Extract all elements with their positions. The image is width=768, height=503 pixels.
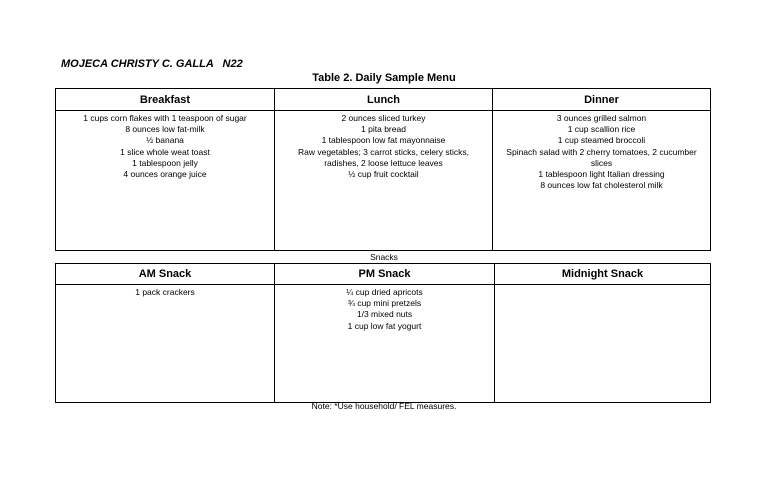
dinner-item: 1 cup steamed broccoli: [557, 135, 646, 146]
meals-body-row: [56, 111, 711, 251]
breakfast-item: 4 ounces orange juice: [123, 169, 207, 180]
breakfast-item: ½ banana: [146, 135, 184, 146]
snacks-body-row: [56, 285, 711, 403]
lunch-item: radishes, 2 loose lettuce leaves: [324, 157, 443, 168]
table-title: Table 2. Daily Sample Menu: [312, 72, 456, 84]
dinner-header: Dinner: [493, 89, 711, 111]
lunch-item: 2 ounces sliced turkey: [341, 113, 426, 123]
midnight-snack-cell: [495, 285, 711, 403]
dinner-item: slices: [590, 157, 613, 168]
am-snack-item: 1 pack crackers: [135, 287, 195, 297]
dinner-item: 1 cup scallion rice: [567, 124, 636, 135]
breakfast-item: 1 slice whole weat toast: [120, 146, 210, 157]
am-snack-header: AM Snack: [56, 264, 275, 285]
snacks-header-row: [56, 264, 711, 285]
dinner-item: 3 ounces grilled salmon: [556, 113, 647, 123]
pm-snack-item: 1/3 mixed nuts: [356, 309, 413, 320]
breakfast-item: 8 ounces low fat-milk: [125, 124, 205, 135]
meals-table: [55, 88, 711, 251]
footnote: Note: *Use household/ FEL measures.: [311, 401, 457, 411]
dinner-item: Spinach salad with 2 cherry tomatoes, 2 cucumber: [506, 146, 697, 157]
lunch-item: ½ cup fruit cocktail: [348, 169, 419, 180]
pm-snack-item: ¾ cup mini pretzels: [347, 298, 422, 309]
lunch-item: Raw vegetables; 3 carrot sticks, celery sticks,: [297, 146, 469, 157]
lunch-item: 1 tablespoon low fat mayonnaise: [321, 135, 446, 146]
author-name: MOJECA CHRISTY C. GALLA N22: [61, 58, 243, 70]
dinner-item: 8 ounces low fat cholesterol milk: [540, 180, 663, 191]
breakfast-header: Breakfast: [56, 89, 275, 111]
lunch-cell: [275, 111, 493, 251]
lunch-item: 1 pita bread: [361, 124, 406, 135]
pm-snack-item: 1 cup low fat yogurt: [347, 320, 422, 331]
pm-snack-item: ¼ cup dried apricots: [346, 287, 423, 297]
meals-header-row: [56, 89, 711, 111]
snacks-label: Snacks: [370, 252, 398, 262]
lunch-header: Lunch: [275, 89, 493, 111]
dinner-item: 1 tablespoon light Italian dressing: [538, 169, 665, 180]
snacks-table: [55, 263, 711, 403]
breakfast-item: 1 tablespoon jelly: [132, 157, 198, 168]
am-snack-cell: [56, 285, 275, 403]
midnight-snack-header: Midnight Snack: [495, 264, 711, 285]
breakfast-item: 1 cups corn flakes with 1 teaspoon of sugar: [83, 113, 247, 123]
breakfast-cell: [56, 111, 275, 251]
pm-snack-cell: [275, 285, 495, 403]
dinner-cell: [493, 111, 711, 251]
pm-snack-header: PM Snack: [275, 264, 495, 285]
